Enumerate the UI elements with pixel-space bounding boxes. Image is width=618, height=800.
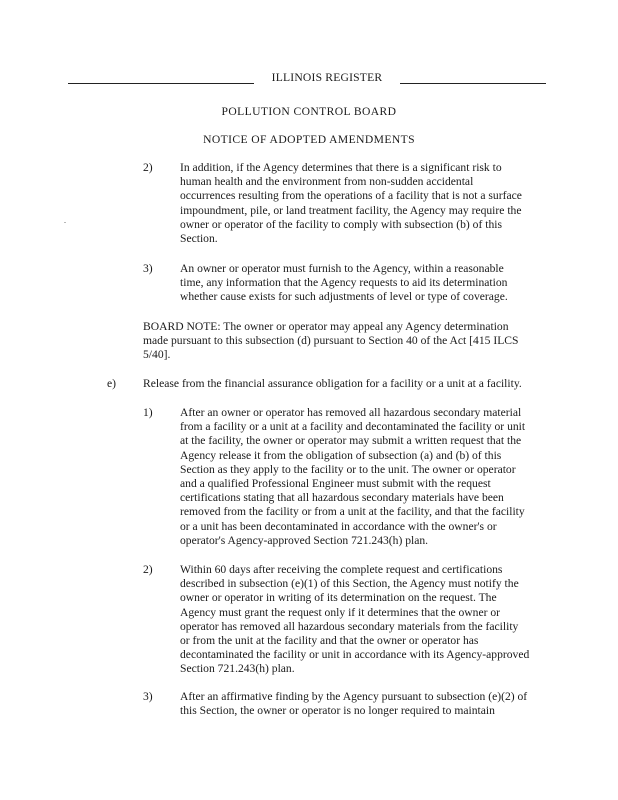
section-label: e) xyxy=(107,377,117,390)
item-label: 2) xyxy=(143,161,153,174)
header-rule-left xyxy=(68,83,254,84)
notice-heading: NOTICE OF ADOPTED AMENDMENTS xyxy=(203,133,415,146)
header-rule-right xyxy=(400,83,546,84)
register-title: ILLINOIS REGISTER xyxy=(271,71,383,84)
item-text: After an affirmative finding by the Agency pursuant to subsection (e)(2) of this Section, the owner or operator is no longer required to maintain xyxy=(180,690,528,718)
section-text: Release from the financial assurance obligation for a facility or a unit at a facility. xyxy=(143,377,522,390)
item-text: Within 60 days after receiving the complete request and certifications described in subsection (e)(1) of this Section, the Agency must notify the owner or operator in writing of its determination on the request. The Agency must grant the request only if it determines that the owner or operator has removed all hazardous secondary materials from the facility or from the unit at the facility and that the owner or operator has decontaminated the facility or unit in accordance with its Agency-approved Section 721.243(h) plan. xyxy=(180,563,530,676)
board-note: BOARD NOTE: The owner or operator may appeal any Agency determination made pursuant to this subsection (d) pursuant to Section 40 of the Act [415 ILCS 5/40]. xyxy=(143,320,519,362)
board-heading: POLLUTION CONTROL BOARD xyxy=(221,105,397,118)
item-text: An owner or operator must furnish to the Agency, within a reasonable time, any information that the Agency requests to aid its determination whether cause exists for such adjustments of level or type of coverage. xyxy=(180,262,508,304)
item-label: 2) xyxy=(143,563,153,576)
item-label: 3) xyxy=(143,262,153,275)
margin-mark: . xyxy=(64,216,66,225)
item-label: 3) xyxy=(143,690,153,703)
item-text: In addition, if the Agency determines that there is a significant risk to human health and the environment from non-sudden accidental occurrences resulting from the operations of a facility that is not a surface impoundment, pile, or land treatment facility, the Agency may require the owner or operator of the facility to comply with subsection (b) of this Section. xyxy=(180,161,522,246)
item-label: 1) xyxy=(143,406,153,419)
item-text: After an owner or operator has removed all hazardous secondary material from a facility or a unit at a facility and decontaminated the facility or unit at the facility, the owner or operator may submit a written request that the Agency release it from the obligation of subsection (a) and (b) of this Section as they apply to the facility or to the unit. The owner or operator and a qualified Professional Engineer must submit with the request certifications stating that all hazardous secondary materials have been removed from the facility or from a unit at the facility, and that the facility or a unit has been decontaminated in accordance with the owner's or operator's Agency-approved Section 721.243(h) plan. xyxy=(180,406,526,547)
